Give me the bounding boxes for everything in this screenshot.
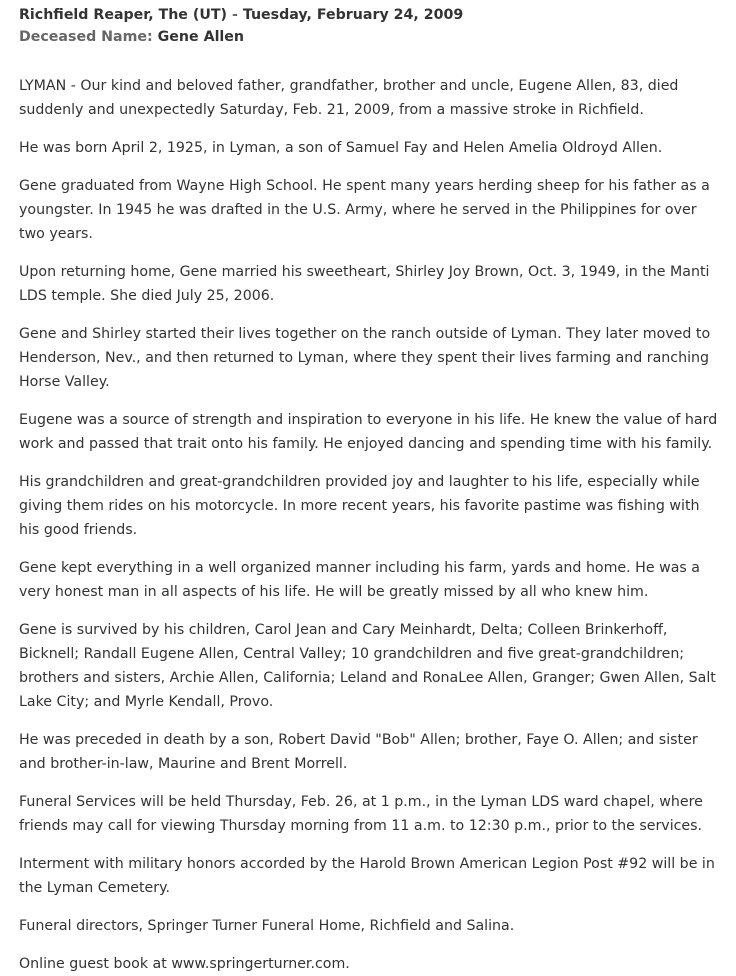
obituary-paragraph: Gene is survived by his children, Carol Jean and Cary Meinhardt, Delta; Colleen Brinkerhoff, Bicknell; Randall Eugene Allen, Central Valley; 10 grandchildren and five great-grandchildren; brothers and sisters, Archie Allen, California; Leland and RonaLee Allen, Granger; Gwen Allen, Salt Lake City; and Myrle Kendall, Provo. xyxy=(19,622,716,710)
obituary-paragraph: Funeral directors, Springer Turner Funeral Home, Richfield and Salina. xyxy=(19,918,515,934)
obituary-paragraph: Gene kept everything in a well organized manner including his farm, yards and home. He was a very honest man in all aspects of his life. He will be greatly missed by all who knew him. xyxy=(19,560,700,600)
publication-date: Tuesday, February 24, 2009 xyxy=(242,7,464,23)
obituary-paragraph: He was preceded in death by a son, Robert David "Bob" Allen; brother, Faye O. Allen; and sister and brother-in-law, Maurine and Brent Morrell. xyxy=(19,732,698,772)
obituary-paragraph: He was born April 2, 1925, in Lyman, a son of Samuel Fay and Helen Amelia Oldroyd Allen. xyxy=(19,140,663,156)
obituary-paragraph: Eugene was a source of strength and inspiration to everyone in his life. He knew the value of hard work and passed that trait onto his family. He enjoyed dancing and spending time with his family. xyxy=(19,412,718,452)
header-separator: - xyxy=(227,7,243,23)
obituary-paragraph: Gene graduated from Wayne High School. He spent many years herding sheep for his father as a youngster. In 1945 he was drafted in the U.S. Army, where he served in the Philippines for over two years. xyxy=(19,178,710,242)
obituary-paragraph: His grandchildren and great-grandchildren provided joy and laughter to his life, especially while giving them rides on his motorcycle. In more recent years, his favorite pastime was fishing with his good friends. xyxy=(19,474,700,538)
publication-line xyxy=(19,4,724,26)
obituary-paragraph: Upon returning home, Gene married his sweetheart, Shirley Joy Brown, Oct. 3, 1949, in the Manti LDS temple. She died July 25, 2006. xyxy=(19,264,710,304)
deceased-line xyxy=(19,26,724,48)
obituary-paragraph: Gene and Shirley started their lives together on the ranch outside of Lyman. They later moved to Henderson, Nev., and then returned to Lyman, where they spent their lives farming and ranching Horse Valley. xyxy=(19,326,711,390)
obituary-paragraph: Interment with military honors accorded by the Harold Brown American Legion Post #92 will be in the Lyman Cemetery. xyxy=(19,856,715,896)
deceased-label: Deceased Name: xyxy=(19,29,153,45)
publication-source: Richfield Reaper, The (UT) xyxy=(19,7,228,23)
obituary-paragraph: LYMAN - Our kind and beloved father, grandfather, brother and uncle, Eugene Allen, 83, died suddenly and unexpectedly Saturday, Feb. 21, 2009, from a massive stroke in Richfield. xyxy=(19,78,679,118)
deceased-name: Gene Allen xyxy=(157,29,245,45)
obituary-paragraph: Online guest book at www.springerturner.com. xyxy=(19,956,350,972)
obituary-body xyxy=(19,74,724,976)
obituary-paragraph: Funeral Services will be held Thursday, Feb. 26, at 1 p.m., in the Lyman LDS ward chapel, where friends may call for viewing Thursday morning from 11 a.m. to 12:30 p.m., prior to the services. xyxy=(19,794,703,834)
